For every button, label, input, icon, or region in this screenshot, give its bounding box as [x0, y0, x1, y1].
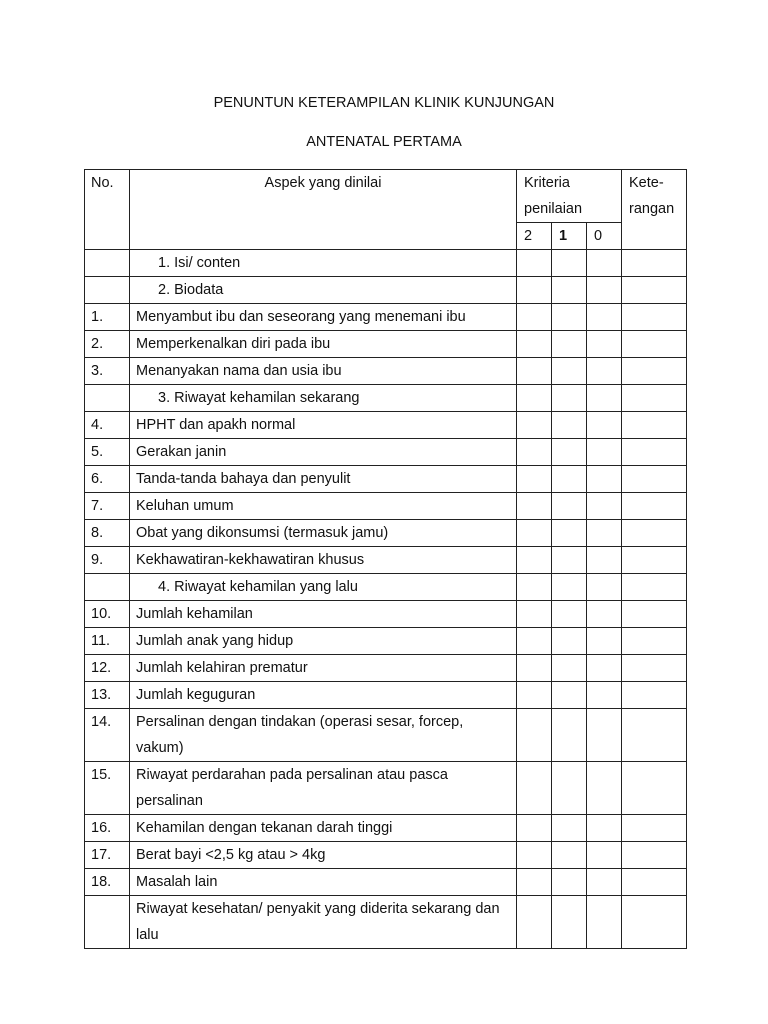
row-aspect: Kehamilan dengan tekanan darah tinggi	[130, 815, 517, 842]
row-number: 18.	[85, 869, 130, 896]
row-aspect: 4. Riwayat kehamilan yang lalu	[130, 574, 517, 601]
assessment-table	[84, 169, 687, 949]
keterangan-cell	[622, 493, 687, 520]
score-2-cell	[517, 304, 552, 331]
score-2-cell	[517, 358, 552, 385]
row-aspect: Berat bayi <2,5 kg atau > 4kg	[130, 842, 517, 869]
score-1-cell	[552, 277, 587, 304]
row-aspect: 3. Riwayat kehamilan sekarang	[130, 385, 517, 412]
table-row	[85, 466, 687, 493]
row-number: 1.	[85, 304, 130, 331]
row-aspect: 2. Biodata	[130, 277, 517, 304]
table-row	[85, 358, 687, 385]
score-1-cell	[552, 331, 587, 358]
score-2-cell	[517, 655, 552, 682]
table-row	[85, 385, 687, 412]
score-2-cell	[517, 520, 552, 547]
keterangan-cell	[622, 385, 687, 412]
score-0-cell	[587, 628, 622, 655]
score-2-cell	[517, 842, 552, 869]
row-number: 13.	[85, 682, 130, 709]
score-1-cell	[552, 493, 587, 520]
row-number: 10.	[85, 601, 130, 628]
score-0-cell	[587, 250, 622, 277]
row-aspect: 1. Isi/ conten	[130, 250, 517, 277]
row-number: 3.	[85, 358, 130, 385]
row-number: 15.	[85, 762, 130, 815]
score-1-cell	[552, 896, 587, 949]
score-2-cell	[517, 439, 552, 466]
row-number: 14.	[85, 709, 130, 762]
keterangan-cell	[622, 709, 687, 762]
header-score-0: 0	[587, 223, 622, 250]
score-0-cell	[587, 493, 622, 520]
row-aspect: Memperkenalkan diri pada ibu	[130, 331, 517, 358]
score-1-cell	[552, 358, 587, 385]
score-2-cell	[517, 601, 552, 628]
table-row	[85, 250, 687, 277]
row-aspect: Masalah lain	[130, 869, 517, 896]
score-2-cell	[517, 277, 552, 304]
score-0-cell	[587, 520, 622, 547]
row-aspect: Obat yang dikonsumsi (termasuk jamu)	[130, 520, 517, 547]
row-aspect: Menyambut ibu dan seseorang yang menemani ibu	[130, 304, 517, 331]
row-number: 9.	[85, 547, 130, 574]
row-number: 6.	[85, 466, 130, 493]
score-2-cell	[517, 628, 552, 655]
score-0-cell	[587, 842, 622, 869]
score-2-cell	[517, 493, 552, 520]
header-row	[85, 170, 687, 223]
score-2-cell	[517, 385, 552, 412]
table-row	[85, 547, 687, 574]
header-score-2: 2	[517, 223, 552, 250]
keterangan-cell	[622, 547, 687, 574]
score-0-cell	[587, 682, 622, 709]
row-number: 12.	[85, 655, 130, 682]
score-0-cell	[587, 385, 622, 412]
score-0-cell	[587, 331, 622, 358]
keterangan-cell	[622, 896, 687, 949]
score-0-cell	[587, 601, 622, 628]
row-aspect: Menanyakan nama dan usia ibu	[130, 358, 517, 385]
table-row	[85, 682, 687, 709]
keterangan-cell	[622, 574, 687, 601]
score-0-cell	[587, 547, 622, 574]
row-number: 11.	[85, 628, 130, 655]
table-row	[85, 331, 687, 358]
header-kriteria: Kriteria penilaian	[517, 170, 622, 223]
score-2-cell	[517, 466, 552, 493]
row-aspect: Riwayat perdarahan pada persalinan atau pasca persalinan	[130, 762, 517, 815]
score-0-cell	[587, 709, 622, 762]
keterangan-cell	[622, 277, 687, 304]
score-1-cell	[552, 574, 587, 601]
score-2-cell	[517, 762, 552, 815]
row-number: 17.	[85, 842, 130, 869]
row-aspect: Tanda-tanda bahaya dan penyulit	[130, 466, 517, 493]
score-1-cell	[552, 869, 587, 896]
score-1-cell	[552, 815, 587, 842]
row-number	[85, 250, 130, 277]
row-number: 16.	[85, 815, 130, 842]
score-1-cell	[552, 709, 587, 762]
header-keterangan: Kete-rangan	[622, 170, 687, 250]
row-number	[85, 574, 130, 601]
table-row	[85, 304, 687, 331]
row-aspect: Jumlah kelahiran prematur	[130, 655, 517, 682]
score-2-cell	[517, 547, 552, 574]
score-0-cell	[587, 358, 622, 385]
keterangan-cell	[622, 628, 687, 655]
score-1-cell	[552, 304, 587, 331]
row-aspect: Keluhan umum	[130, 493, 517, 520]
score-1-cell	[552, 412, 587, 439]
row-number: 2.	[85, 331, 130, 358]
score-0-cell	[587, 304, 622, 331]
row-aspect: Gerakan janin	[130, 439, 517, 466]
score-1-cell	[552, 547, 587, 574]
keterangan-cell	[622, 682, 687, 709]
header-no: No.	[85, 170, 130, 250]
row-number: 8.	[85, 520, 130, 547]
score-0-cell	[587, 412, 622, 439]
score-0-cell	[587, 896, 622, 949]
score-1-cell	[552, 601, 587, 628]
keterangan-cell	[622, 869, 687, 896]
keterangan-cell	[622, 439, 687, 466]
score-1-cell	[552, 762, 587, 815]
table-row	[85, 842, 687, 869]
score-1-cell	[552, 682, 587, 709]
row-number	[85, 896, 130, 949]
table-row	[85, 709, 687, 762]
keterangan-cell	[622, 842, 687, 869]
table-row	[85, 493, 687, 520]
keterangan-cell	[622, 655, 687, 682]
score-2-cell	[517, 412, 552, 439]
header-score-1: 1	[552, 223, 587, 250]
table-row	[85, 655, 687, 682]
score-2-cell	[517, 574, 552, 601]
score-0-cell	[587, 574, 622, 601]
table-row	[85, 520, 687, 547]
keterangan-cell	[622, 520, 687, 547]
row-number: 7.	[85, 493, 130, 520]
score-0-cell	[587, 815, 622, 842]
table-row	[85, 896, 687, 949]
row-number: 5.	[85, 439, 130, 466]
table-row	[85, 869, 687, 896]
assessment-table-body	[85, 170, 687, 949]
score-1-cell	[552, 439, 587, 466]
table-row	[85, 815, 687, 842]
keterangan-cell	[622, 250, 687, 277]
score-0-cell	[587, 869, 622, 896]
header-aspek: Aspek yang dinilai	[130, 170, 517, 250]
table-row	[85, 439, 687, 466]
score-2-cell	[517, 682, 552, 709]
keterangan-cell	[622, 466, 687, 493]
score-2-cell	[517, 869, 552, 896]
keterangan-cell	[622, 601, 687, 628]
score-0-cell	[587, 655, 622, 682]
row-aspect: Persalinan dengan tindakan (operasi sesar, forcep, vakum)	[130, 709, 517, 762]
score-1-cell	[552, 655, 587, 682]
row-number: 4.	[85, 412, 130, 439]
score-0-cell	[587, 439, 622, 466]
row-number	[85, 385, 130, 412]
table-row	[85, 277, 687, 304]
score-0-cell	[587, 277, 622, 304]
score-1-cell	[552, 385, 587, 412]
table-row	[85, 762, 687, 815]
score-2-cell	[517, 815, 552, 842]
score-1-cell	[552, 628, 587, 655]
row-aspect: Jumlah anak yang hidup	[130, 628, 517, 655]
keterangan-cell	[622, 815, 687, 842]
score-1-cell	[552, 842, 587, 869]
table-row	[85, 628, 687, 655]
table-row	[85, 412, 687, 439]
keterangan-cell	[622, 358, 687, 385]
row-aspect: Jumlah keguguran	[130, 682, 517, 709]
keterangan-cell	[622, 762, 687, 815]
score-2-cell	[517, 331, 552, 358]
row-aspect: HPHT dan apakh normal	[130, 412, 517, 439]
score-1-cell	[552, 466, 587, 493]
row-aspect: Riwayat kesehatan/ penyakit yang diderita sekarang dan lalu	[130, 896, 517, 949]
score-1-cell	[552, 520, 587, 547]
row-aspect: Jumlah kehamilan	[130, 601, 517, 628]
table-row	[85, 601, 687, 628]
score-0-cell	[587, 466, 622, 493]
score-2-cell	[517, 250, 552, 277]
score-1-cell	[552, 250, 587, 277]
document-title: PENUNTUN KETERAMPILAN KLINIK KUNJUNGAN	[213, 95, 555, 111]
row-aspect: Kekhawatiran-kekhawatiran khusus	[130, 547, 517, 574]
score-2-cell	[517, 896, 552, 949]
keterangan-cell	[622, 304, 687, 331]
keterangan-cell	[622, 412, 687, 439]
table-row	[85, 574, 687, 601]
document-subtitle: ANTENATAL PERTAMA	[306, 134, 462, 150]
score-2-cell	[517, 709, 552, 762]
row-number	[85, 277, 130, 304]
keterangan-cell	[622, 331, 687, 358]
score-0-cell	[587, 762, 622, 815]
